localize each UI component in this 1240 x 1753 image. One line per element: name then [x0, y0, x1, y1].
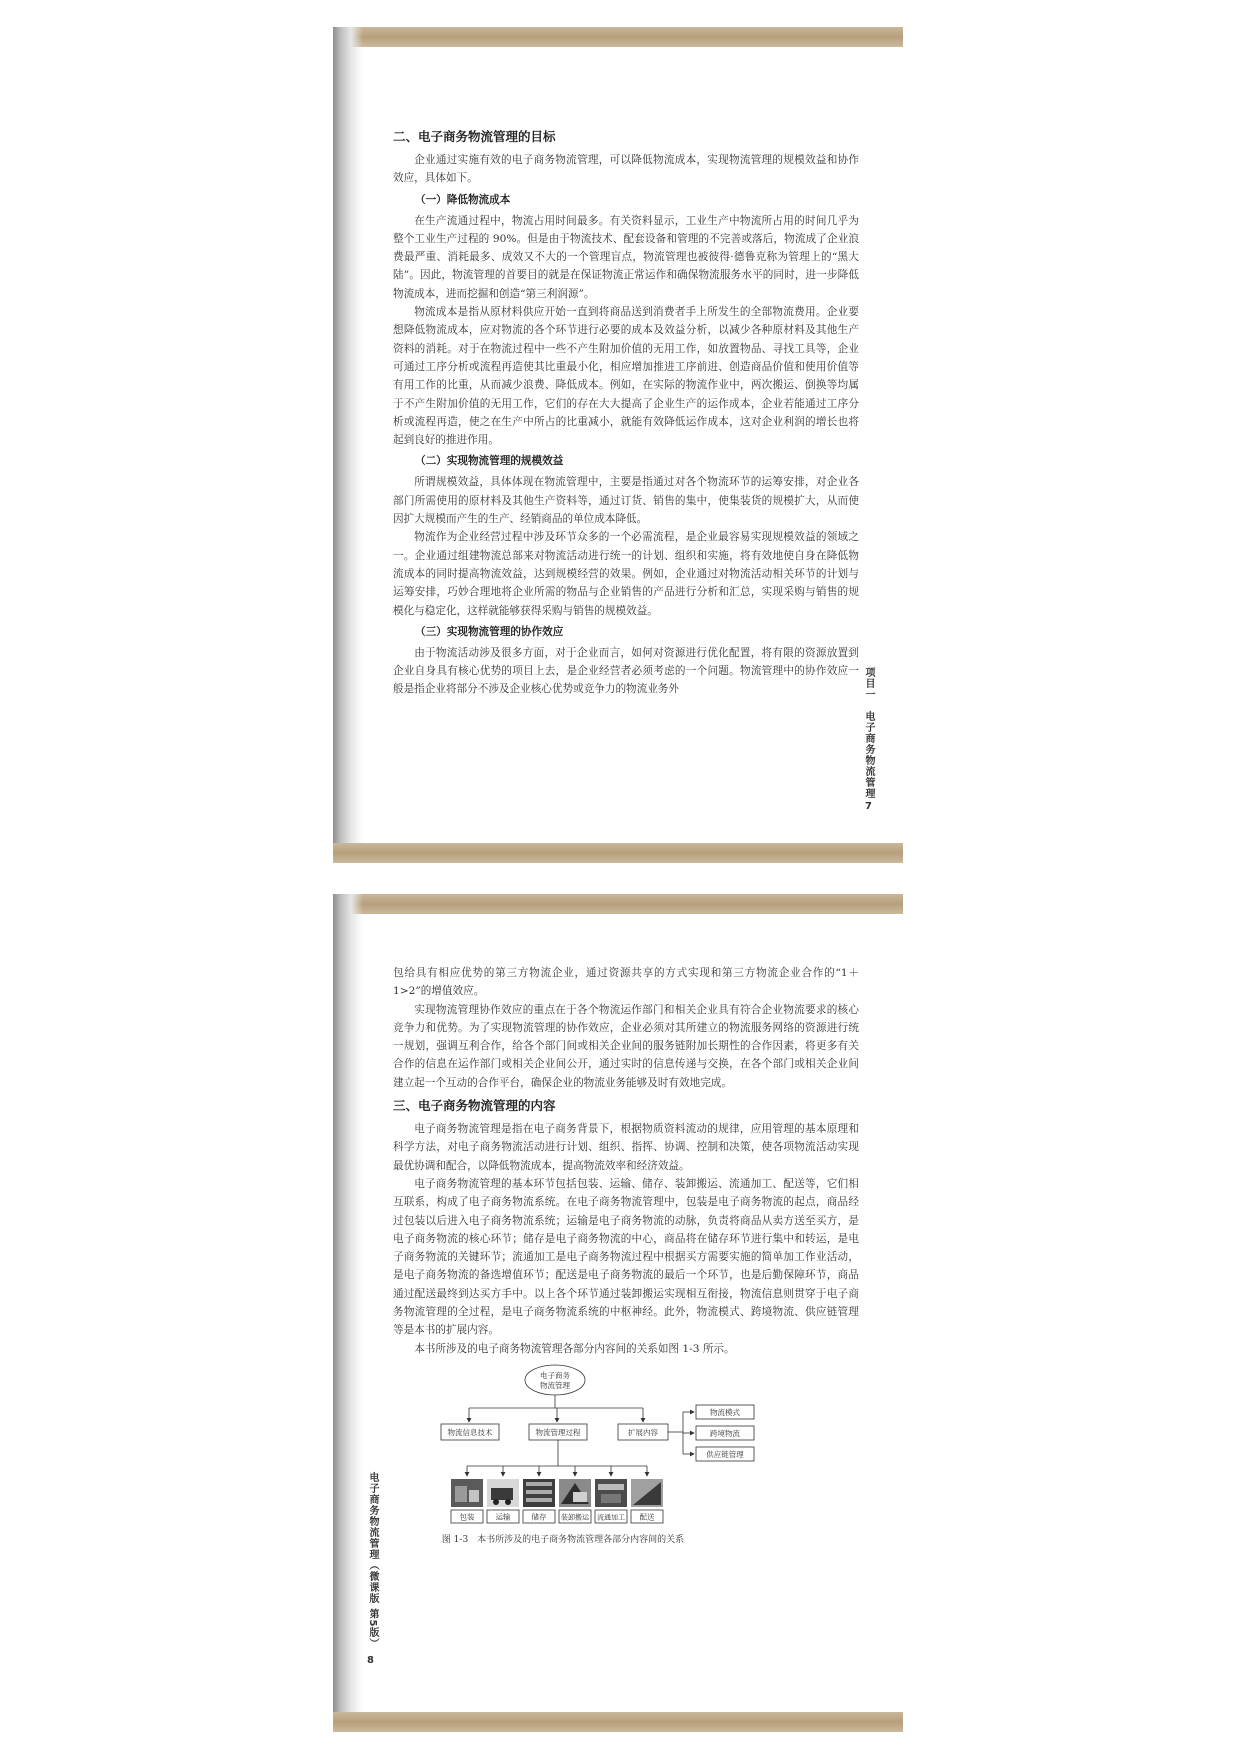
paragraph: 所谓规模效益，具体体现在物流管理中，主要是指通过对各个物流环节的运筹安排，对企业各部门所需使用的原材料及其他生产资料等，通过订货、销售的集中，使集装货的规模扩大，从而使因扩大规模而产生的生产、经销商品的单位成本降低。 — [393, 476, 859, 526]
photo-processing — [595, 1479, 627, 1507]
ext-node-supplychain-label: 供应链管理 — [706, 1449, 744, 1459]
node-process-label: 物流管理过程 — [535, 1427, 581, 1437]
structure-diagram — [393, 1362, 859, 1572]
step-label-processing: 流通加工 — [597, 1513, 625, 1522]
step-label-storage: 储存 — [531, 1512, 547, 1522]
page-edge-bottom — [333, 843, 903, 863]
page-spine-shadow — [333, 894, 363, 1732]
figure-1-3 — [393, 1362, 859, 1572]
paragraph: 在生产流通过程中，物流占用时间最多。有关资料显示，工业生产中物流所占用的时间几乎为整个工业生产过程的 90%。但是由于物流技术、配套设备和管理的不完善或落后，物流成了企业浪费最严重、消耗最多、成效又不大的一个管理盲点，物流管理也被彼得·德鲁克称为管理上的“黑大陆”。因此，物流管理的首要目的就是在保证物流正常运作和确保物流服务水平的同时，进一步降低物流成本，进而挖掘和创造“第三利润源”。 — [393, 214, 859, 300]
root-label-2: 物流管理 — [540, 1380, 570, 1390]
book-page-7 — [333, 27, 903, 863]
ext-node-crossborder-label: 跨境物流 — [710, 1428, 740, 1438]
ext-node-mode-label: 物流模式 — [710, 1407, 740, 1417]
step-label-handling: 装卸搬运 — [561, 1513, 589, 1522]
paragraph: 包给具有相应优势的第三方物流企业，通过资源共享的方式实现和第三方物流企业合作的“1＋1>2”的增值效应。 — [393, 967, 859, 998]
subsection-title: （一）降低物流成本 — [415, 193, 511, 206]
paragraph: 电子商务物流管理是指在电子商务背景下，根据物质资料流动的规律，应用管理的基本原理和科学方法，对电子商务物流活动进行计划、组织、指挥、协调、控制和决策，使各项物流活动实现最优协调和配合，以降低物流成本，提高物流效率和经济效益。 — [393, 1123, 859, 1172]
paragraph: 本书所涉及的电子商务物流管理各部分内容间的关系如图 1-3 所示。 — [414, 1342, 735, 1355]
step-label-delivery: 配送 — [639, 1512, 655, 1522]
page-content — [393, 964, 859, 1572]
page-edge-top — [333, 894, 903, 914]
paragraph: 物流成本是指从原材料供应开始一直到将商品送到消费者手上所发生的全部物流费用。企业要想降低物流成本，应对物流的各个环节进行必要的成本及效益分析，以减少各种原材料及其他生产资料的消耗。对于在物流过程中一些不产生附加价值的无用工作，如放置物品、寻找工具等，企业可通过工序分析或流程再造使其比重最小化，相应增加推进工序前进、创造商品价值和使用价值等有用工作的比重，从而减少浪费、降低成本。例如，在实际的物流作业中，两次搬运、倒换等均属于不产生附加价值的无用工作，它们的存在大大提高了企业生产的运作成本，企业若能通过工序分析或流程再造，使之在生产中所占的比重减小，就能有效降低运作成本，这对企业利润的增长也将起到良好的推进作用。 — [393, 306, 859, 447]
page-content — [393, 127, 859, 699]
paragraph: 物流作为企业经营过程中涉及环节众多的一个必需流程，是企业最容易实现规模效益的领域之一。企业通过组建物流总部来对物流活动进行统一的计划、组织和实施，将有效地使自身在降低物流成本的同时提高物流效益，达到规模经营的效果。例如，企业通过对物流活动相关环节的计划与运筹安排，巧妙合理地将企业所需的物品与企业销售的产品进行分析和汇总，实现采购与销售的规模化与稳定化，这样就能够获得采购与销售的规模效益。 — [393, 531, 859, 617]
running-header: 电子商务物流管理（微课版 第5版） — [367, 1472, 378, 1650]
subsection-title: （三）实现物流管理的协作效应 — [415, 625, 564, 638]
paragraph: 实现物流管理协作效应的重点在于各个物流运作部门和相关企业具有符合企业物流要求的核心竞争力和优势。为了实现物流管理的协作效应，企业必须对其所建立的物流服务网络的资源进行统一规划，强调互利合作，给各个部门间或相关企业间的服务链附加长期性的合作因素，将更多有关合作的信息在运作部门或相关企业间公开，通过实时的信息传递与交换，在各个部门或相关企业间建立起一个互动的合作平台，确保企业的物流业务能够及时有效地完成。 — [393, 1003, 859, 1089]
section-title: 二、电子商务物流管理的目标 — [393, 129, 556, 144]
section-title: 三、电子商务物流管理的内容 — [393, 1098, 556, 1114]
figure-caption: 图 1-3 本书所涉及的电子商务物流管理各部分内容间的关系 — [441, 1534, 685, 1545]
paragraph: 企业通过实施有效的电子商务物流管理，可以降低物流成本，实现物流管理的规模效益和协作效应，具体如下。 — [393, 154, 859, 185]
root-label-1: 电子商务 — [540, 1370, 570, 1380]
photo-handling — [559, 1479, 591, 1507]
paragraph: 电子商务物流管理的基本环节包括包装、运输、储存、装卸搬运、流通加工、配送等，它们相互联系，构成了电子商务物流系统。在电子商务物流管理中，包装是电子商务物流的起点，商品经过包装以后进入电子商务物流系统；运输是电子商务物流的动脉，负责将商品从卖方送至买方，是电子商务物流的核心环节；储存是电子商务物流的中心，商品将在储存环节进行集中和转运，是电子商务物流的关键环节；流通加工是电子商务物流过程中根据买方需要实施的简单加工作业活动，是电子商务物流的备选增值环节；配送是电子商务物流的最后一个环节，也是后勤保障环节，商品通过配送最终到达买方手中。以上各个环节通过装卸搬运实现相互衔接，物流信息则贯穿于电子商务物流管理的全过程，是电子商务物流系统的中枢神经。此外，物流模式、跨境物流、供应链管理等是本书的扩展内容。 — [393, 1177, 859, 1337]
page-number: 8 — [367, 1655, 374, 1666]
step-label-transport: 运输 — [495, 1512, 511, 1522]
subsection-title: （二）实现物流管理的规模效益 — [415, 455, 564, 468]
photo-transport — [487, 1479, 519, 1507]
photo-packaging — [451, 1479, 483, 1507]
root-node — [525, 1365, 585, 1395]
paragraph: 由于物流活动涉及很多方面，对于企业而言，如何对资源进行优化配置，将有限的资源放置到企业自身具有核心优势的项目上去，是企业经营者必须考虑的一个问题。物流管理中的协作效应一般是指企业将部分不涉及企业核心优势或竞争力的物流业务外 — [393, 646, 859, 696]
running-header: 项目一 电子商务物流管理 — [863, 667, 874, 799]
photo-delivery — [631, 1479, 663, 1507]
page-number: 7 — [865, 801, 872, 812]
page-edge-top — [333, 27, 903, 47]
book-page-8 — [333, 894, 903, 1732]
node-extension-label: 扩展内容 — [628, 1427, 658, 1437]
page-edge-bottom — [333, 1712, 903, 1732]
photo-storage — [523, 1479, 555, 1507]
step-label-packaging: 包装 — [459, 1512, 475, 1522]
page-spine-shadow — [333, 27, 363, 863]
node-info-tech-label: 物流信息技术 — [447, 1427, 493, 1437]
